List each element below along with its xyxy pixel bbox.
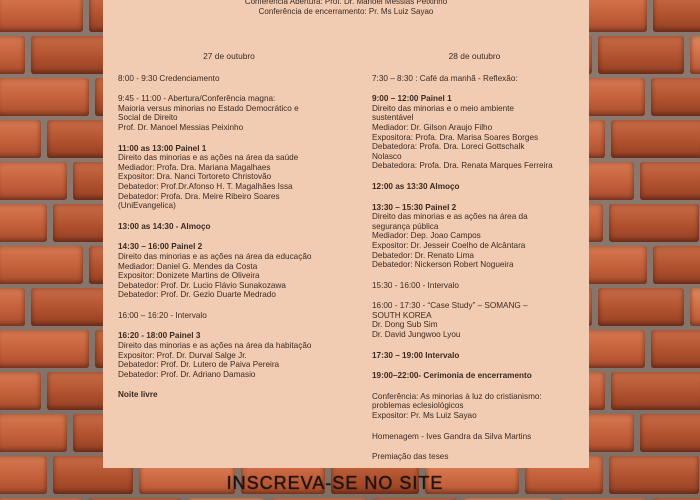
schedule-item-line: Premiação das teses	[372, 452, 449, 462]
schedule-item-line: 15:30 - 16:00 - Intervalo	[372, 280, 459, 290]
brick	[0, 204, 47, 242]
schedule-item-line: Expositor: Donizete Martins de Oliveira	[118, 271, 260, 281]
schedule-item-title: 16:20 - 18:00 Painel 3	[118, 331, 201, 341]
schedule-item-line: Debatedora: Profa. Dra. Loreci Gottschalk	[372, 142, 525, 152]
schedule-item-line: Direito das minorias e as ações na área da educação	[118, 251, 312, 261]
schedule-item	[118, 331, 340, 379]
brick	[690, 288, 700, 326]
schedule-item	[372, 452, 577, 462]
brick	[0, 78, 89, 116]
brick	[651, 78, 700, 116]
brick	[0, 246, 83, 284]
schedule-item	[372, 392, 577, 421]
brick	[0, 414, 67, 452]
schedule-item-line: Nolasco	[372, 151, 402, 161]
schedule-item	[372, 182, 577, 192]
schedule-item-line: Social de Direito	[118, 113, 178, 123]
day2-schedule	[372, 74, 577, 462]
schedule-item-title: 11:00 as 13:00 Painel 1	[118, 143, 207, 153]
schedule-item-line: (UniEvangelica)	[118, 201, 176, 211]
schedule-item-line: Dr. David Jungwoo Lyou	[372, 330, 461, 340]
schedule-item-line: Maioria versus minorias no Estado Democrático e	[118, 103, 299, 113]
schedule-item	[118, 94, 340, 132]
schedule-item-line: Debatedor: Prof. Dr. Adriano Damasio	[118, 369, 256, 379]
schedule-item-title: 17:30 – 19:00 Intervalo	[372, 350, 460, 360]
schedule-item-line: Expositor: Dra. Nanci Tortoreto Christovão	[118, 172, 272, 182]
schedule-item-line: Mediador: Dr. Gilson Araujo Filho	[372, 122, 493, 132]
schedule-item-title: 9:00 – 12:00 Painel 1	[372, 94, 452, 104]
schedule-item-line: Debatedor: Prof. Dr. Gezio Duarte Medrado	[118, 290, 276, 300]
schedule-item-line: 7:30 – 8:30 : Café da manhã - Reflexão:	[372, 73, 518, 83]
brick	[0, 288, 25, 326]
brick	[0, 372, 41, 410]
schedule-item-line: Debatedor: Dr. Renato Lima	[372, 250, 474, 260]
schedule-item-line: Direito das minorias e as ações na área da	[372, 212, 528, 222]
schedule-item-line: Mediador: Profa. Dra. Mariana Magalhaes	[118, 162, 271, 172]
schedule-item	[372, 94, 577, 171]
signup-banner-text: INSCREVA-SE NO SITE	[226, 473, 444, 493]
schedule-item-line: Direito das minorias e as ações na área da habitação	[118, 341, 312, 351]
schedule-item	[372, 281, 577, 291]
schedule-item-line: Prof. Dr. Manoel Messias Peixinho	[118, 122, 244, 132]
schedule-item-title: 13:30 – 15:30 Painel 2	[372, 202, 457, 212]
schedule-item	[118, 311, 340, 321]
brick	[640, 414, 700, 452]
program-panel	[103, 0, 589, 468]
schedule-item-line: problemas eclesiológicos	[372, 401, 464, 411]
brick	[0, 330, 89, 368]
brick	[0, 162, 67, 200]
schedule-item	[118, 74, 340, 84]
brick	[0, 36, 25, 74]
brick	[690, 36, 700, 74]
brick	[0, 120, 41, 158]
schedule-item	[372, 74, 577, 84]
schedule-item-line: Debatedor: Prof. Dr. Lucio Flávio Sunakozawa	[118, 280, 286, 290]
schedule-item-line: 16:00 - 17:30 - “Case Study” – SOMANG –	[372, 301, 528, 311]
schedule-item-line: Mediador: Daniel G. Mendes da Costa	[118, 261, 258, 271]
schedule-item-line: Direito das minorias e as ações na área da saúde	[118, 153, 299, 163]
day1-schedule	[118, 74, 340, 400]
schedule-item-line: Debatedor: Profa. Dra. Meire Ribeiro Soares	[118, 191, 280, 201]
schedule-item-title: 14:30 – 16:00 Painel 2	[118, 242, 203, 252]
brick	[598, 288, 684, 326]
schedule-item-line: 8:00 - 9:30 Credenciamento	[118, 73, 220, 83]
brick	[640, 162, 700, 200]
schedule-item	[118, 222, 340, 232]
schedule-item-line: Conferência: As minorias à luz do cristianismo:	[372, 391, 542, 401]
day2-date: 28 de outubro	[448, 51, 501, 61]
schedule-item	[372, 351, 577, 361]
schedule-item-line: 9:45 - 11:00 - Abertura/Conferência magna:	[118, 94, 276, 104]
schedule-item-title: 13:00 as 14:30 - Almoço	[118, 221, 211, 231]
schedule-item-line: 16:00 – 16:20 - Intervalo	[118, 310, 207, 320]
day2-column	[372, 52, 577, 473]
schedule-item-line: Expositor: Pr. Ms Luiz Sayao	[372, 411, 477, 421]
schedule-item-line: Debatedora: Profa. Dra. Renata Marques Ferreira	[372, 161, 553, 171]
schedule-item-line: Expositor: Dr. Jesseir Coelho de Alcântara	[372, 240, 526, 250]
brick	[653, 0, 700, 32]
schedule-item	[372, 301, 577, 339]
schedule-item-line: Dr. Dong Sub Sim	[372, 320, 438, 330]
schedule-item-line: segurança pública	[372, 221, 439, 231]
day1-column	[118, 52, 340, 411]
schedule-item	[118, 242, 340, 300]
schedule-item-title: 19:00–22:00- Cerimonia de encerramento	[372, 371, 532, 381]
schedule-item	[372, 203, 577, 270]
schedule-item-line: Expositora: Profa. Dra. Marisa Soares Borges	[372, 132, 539, 142]
schedule-item-line: Debatedor: Nickerson Robert Nogueira	[372, 260, 514, 270]
day1-date: 27 de outubro	[203, 51, 255, 61]
brick	[653, 246, 700, 284]
brick	[611, 120, 700, 158]
schedule-item-line: Mediador: Dep. Joao Campos	[372, 231, 481, 241]
closing-conference-line: Conferência de encerramento: Pr. Ms Luiz Sayao	[258, 7, 434, 16]
schedule-item	[372, 371, 577, 381]
signup-banner	[0, 472, 700, 500]
schedule-item-line: sustentável	[372, 113, 414, 123]
brick	[611, 372, 700, 410]
opening-conference-line: Conferência Abertura: Prof. Dr. Manoel Messias Peixinho	[244, 0, 448, 6]
schedule-item-line: Direito das minorias e o meio ambiente	[372, 103, 514, 113]
schedule-item-title: Noite livre	[118, 390, 158, 400]
schedule-item	[118, 390, 340, 400]
brick	[651, 330, 700, 368]
schedule-item-line: Debatedor: Prof.Dr.Afonso H. T. Magalhães Issa	[118, 181, 293, 191]
schedule-item-line: Expositor: Prof. Dr. Durval Salge Jr.	[118, 350, 247, 360]
schedule-item-line: Debatedor: Prof. Dr. Lutero de Paiva Pereira	[118, 360, 280, 370]
schedule-item	[118, 144, 340, 211]
brick	[0, 0, 83, 32]
brick	[598, 36, 684, 74]
schedule-item-line: SOUTH KOREA	[372, 310, 432, 320]
brick	[609, 204, 699, 242]
schedule-item-line: Homenagem - Ives Gandra da Silva Martins	[372, 431, 532, 441]
schedule-item	[372, 432, 577, 442]
schedule-item-title: 12:00 as 13:30 Almoço	[372, 181, 460, 191]
